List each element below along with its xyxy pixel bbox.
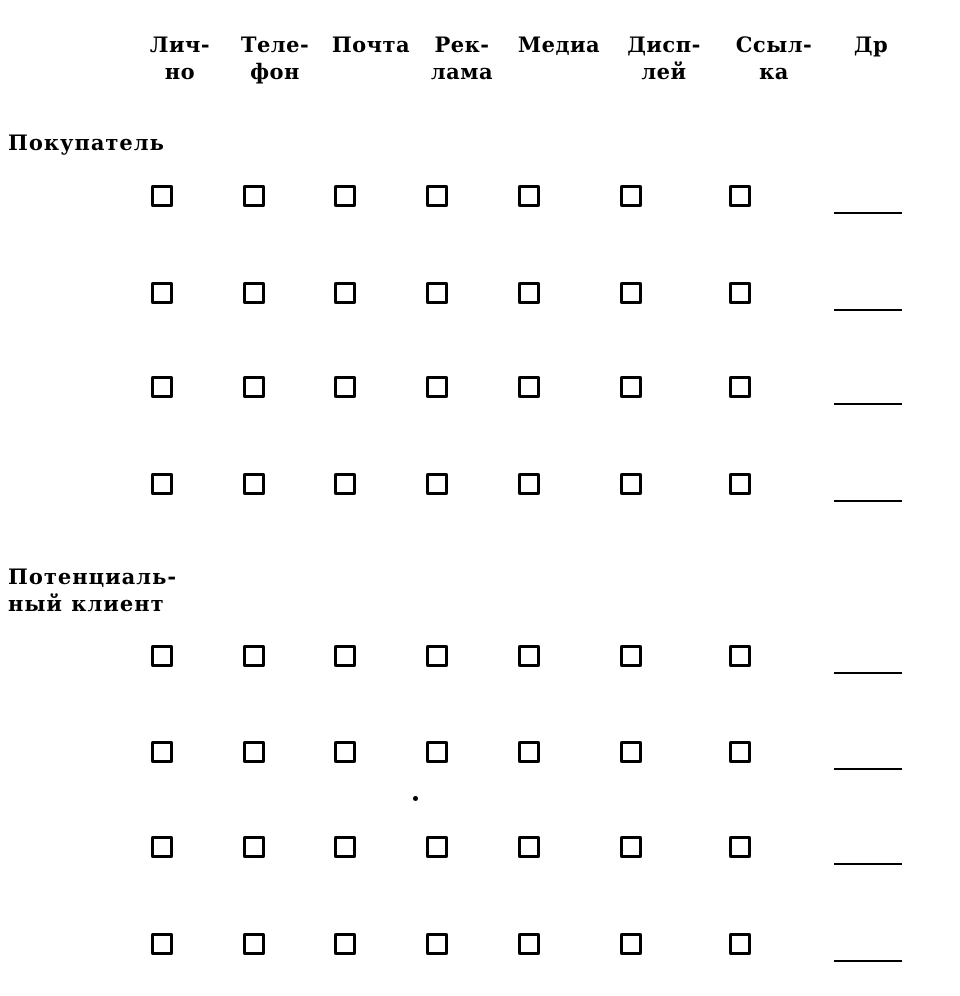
column-header-line1: Др bbox=[853, 32, 889, 57]
column-header-mail bbox=[323, 31, 419, 58]
checkbox[interactable] bbox=[729, 376, 751, 398]
checkbox[interactable] bbox=[151, 376, 173, 398]
checkbox[interactable] bbox=[518, 933, 540, 955]
checkbox[interactable] bbox=[620, 741, 642, 763]
column-header-line1: Рек- bbox=[434, 32, 490, 57]
checkbox[interactable] bbox=[151, 741, 173, 763]
other-write-in-line[interactable] bbox=[834, 672, 902, 674]
checkbox[interactable] bbox=[620, 185, 642, 207]
checkbox[interactable] bbox=[426, 933, 448, 955]
checkbox[interactable] bbox=[729, 645, 751, 667]
checkbox[interactable] bbox=[243, 741, 265, 763]
checkbox[interactable] bbox=[243, 376, 265, 398]
other-write-in-line[interactable] bbox=[834, 309, 902, 311]
column-header-line1: Теле- bbox=[240, 32, 310, 57]
checkbox[interactable] bbox=[151, 282, 173, 304]
section-label-line2: ный клиент bbox=[8, 591, 165, 616]
section-label-prospect bbox=[8, 563, 177, 617]
checkbox[interactable] bbox=[620, 933, 642, 955]
checkbox[interactable] bbox=[243, 836, 265, 858]
checkbox[interactable] bbox=[729, 741, 751, 763]
other-write-in-line[interactable] bbox=[834, 500, 902, 502]
checkbox[interactable] bbox=[243, 933, 265, 955]
checkbox[interactable] bbox=[620, 645, 642, 667]
checkbox[interactable] bbox=[620, 473, 642, 495]
other-write-in-line[interactable] bbox=[834, 212, 902, 214]
checkbox[interactable] bbox=[243, 473, 265, 495]
column-header-line2: лама bbox=[430, 59, 494, 84]
column-header-phone bbox=[227, 31, 323, 85]
checkbox[interactable] bbox=[518, 645, 540, 667]
column-header-line1: Дисп- bbox=[627, 32, 701, 57]
checkbox[interactable] bbox=[426, 185, 448, 207]
column-header-line1: Ссыл- bbox=[735, 32, 813, 57]
other-write-in-line[interactable] bbox=[834, 960, 902, 962]
checkbox[interactable] bbox=[620, 282, 642, 304]
column-header-line1: Почта bbox=[331, 32, 411, 57]
checkbox[interactable] bbox=[334, 836, 356, 858]
checkbox[interactable] bbox=[729, 185, 751, 207]
column-header-referral bbox=[726, 31, 822, 85]
checkbox[interactable] bbox=[729, 836, 751, 858]
checkbox[interactable] bbox=[518, 741, 540, 763]
checkbox[interactable] bbox=[426, 376, 448, 398]
column-header-line2: фон bbox=[250, 59, 300, 84]
checkbox[interactable] bbox=[426, 282, 448, 304]
other-write-in-line[interactable] bbox=[834, 403, 902, 405]
column-header-media bbox=[511, 31, 607, 58]
column-header-line1: Медиа bbox=[517, 32, 601, 57]
checkbox[interactable] bbox=[334, 473, 356, 495]
column-header-line1: Лич- bbox=[149, 32, 211, 57]
print-speck bbox=[413, 796, 418, 801]
checkbox[interactable] bbox=[729, 933, 751, 955]
column-header-line2: лей bbox=[641, 59, 687, 84]
checkbox[interactable] bbox=[518, 473, 540, 495]
checkbox[interactable] bbox=[729, 473, 751, 495]
column-header-line2: ка bbox=[759, 59, 789, 84]
checkbox[interactable] bbox=[426, 836, 448, 858]
checkbox[interactable] bbox=[243, 645, 265, 667]
checkbox[interactable] bbox=[426, 741, 448, 763]
checkbox[interactable] bbox=[334, 282, 356, 304]
checkbox[interactable] bbox=[243, 185, 265, 207]
checkbox[interactable] bbox=[518, 836, 540, 858]
checkbox[interactable] bbox=[518, 185, 540, 207]
checkbox[interactable] bbox=[334, 645, 356, 667]
checkbox[interactable] bbox=[518, 376, 540, 398]
checkbox[interactable] bbox=[151, 185, 173, 207]
checkbox[interactable] bbox=[151, 473, 173, 495]
checkbox[interactable] bbox=[334, 741, 356, 763]
column-header-display bbox=[616, 31, 712, 85]
column-header-line2: но bbox=[164, 59, 196, 84]
checkbox[interactable] bbox=[151, 933, 173, 955]
section-label-line1: Потенциаль- bbox=[8, 564, 178, 589]
checkbox[interactable] bbox=[426, 645, 448, 667]
checkbox[interactable] bbox=[151, 836, 173, 858]
checkbox[interactable] bbox=[620, 836, 642, 858]
column-header-personal bbox=[132, 31, 228, 85]
checkbox[interactable] bbox=[729, 282, 751, 304]
checkbox[interactable] bbox=[426, 473, 448, 495]
checkbox[interactable] bbox=[151, 645, 173, 667]
other-write-in-line[interactable] bbox=[834, 863, 902, 865]
checkbox[interactable] bbox=[518, 282, 540, 304]
checkbox[interactable] bbox=[334, 933, 356, 955]
column-header-advertising bbox=[414, 31, 510, 85]
checkbox[interactable] bbox=[620, 376, 642, 398]
column-header-other bbox=[823, 31, 919, 58]
checkbox[interactable] bbox=[334, 185, 356, 207]
section-label-line1: Покупатель bbox=[8, 130, 165, 155]
other-write-in-line[interactable] bbox=[834, 768, 902, 770]
section-label-customer bbox=[8, 129, 165, 156]
checkbox[interactable] bbox=[334, 376, 356, 398]
checkbox[interactable] bbox=[243, 282, 265, 304]
